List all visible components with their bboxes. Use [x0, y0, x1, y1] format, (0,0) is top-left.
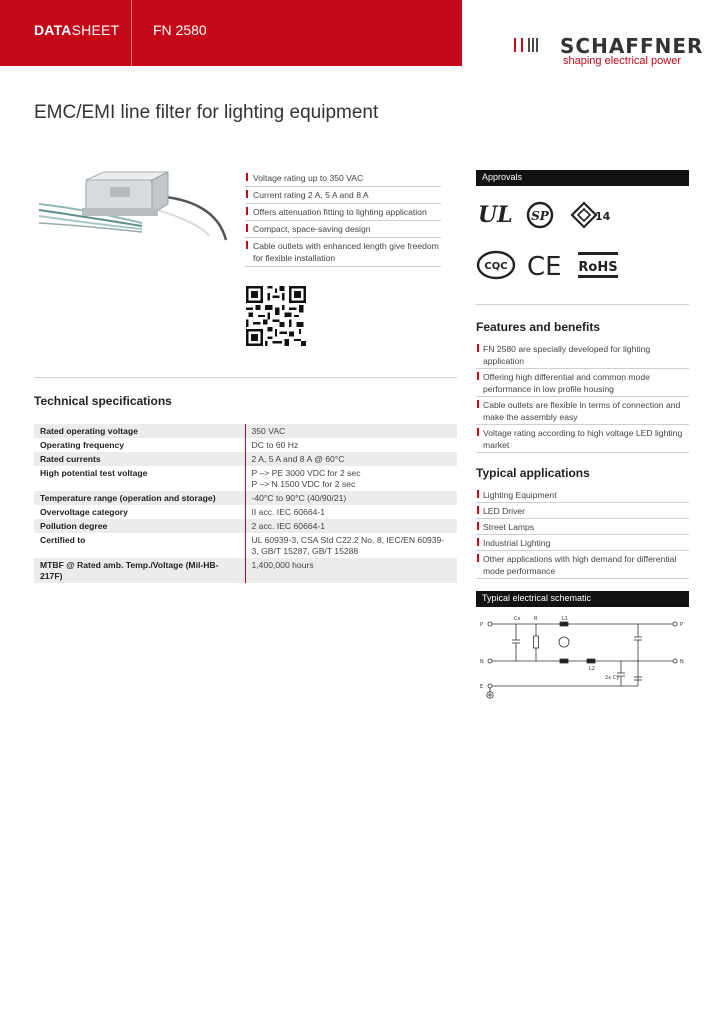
logo-wordmark: SCHAFFNER [560, 34, 704, 58]
svg-text:RoHS: RoHS [578, 260, 618, 275]
table-row: MTBF @ Rated amb. Temp./Voltage (Mil-HB-217F) 1,400,000 hours [34, 558, 457, 583]
svg-text:CE: CE [527, 252, 562, 280]
cqc-mark-icon [476, 250, 516, 280]
list-item: Industrial Lighting [476, 535, 689, 551]
features-title: Features and benefits [476, 320, 601, 334]
list-item: Cable outlets are flexible in terms of connection and make the assembly easy [476, 397, 689, 425]
list-item: Offers attenuation fitting to lighting application [245, 204, 441, 221]
qr-code [246, 286, 306, 346]
csa-mark-icon [526, 200, 558, 230]
svg-text:2x Cy: 2x Cy [605, 675, 620, 681]
list-item: Voltage rating up to 350 VAC [245, 170, 441, 187]
table-row: Rated operating voltage 350 VAC [34, 424, 457, 438]
table-row: Pollution degree 2 acc. IEC 60664-1 [34, 519, 457, 533]
list-item: LED Driver [476, 503, 689, 519]
list-item: Street Lamps [476, 519, 689, 535]
section-divider [34, 377, 457, 378]
table-row: Temperature range (operation and storage) -40°C to 90°C (40/90/21) [34, 491, 457, 505]
applications-list [476, 487, 689, 579]
tech-specs-table [34, 424, 457, 583]
electrical-schematic [476, 610, 689, 705]
svg-text:L2: L2 [589, 666, 595, 672]
list-item: Other applications with high demand for differential mode performance [476, 551, 689, 579]
header-band [0, 0, 462, 66]
list-item: Offering high differential and common mode performance in low profile housing [476, 369, 689, 397]
table-row: Overvoltage category II acc. IEC 60664-1 [34, 505, 457, 519]
product-image [34, 168, 234, 250]
svg-text:P: P [480, 622, 484, 628]
approvals-row-1 [476, 200, 614, 230]
approvals-row-2 [476, 250, 622, 280]
header-separator [131, 0, 132, 66]
features-list [476, 341, 689, 453]
list-item: Compact, space-saving design [245, 221, 441, 238]
table-row: Certified to UL 60939-3, CSA Std C22.2 No. 8, IEC/EN 60939-3, GB/T 15287, GB/T 15288 [34, 533, 457, 558]
list-item: FN 2580 are specially developed for lighting application [476, 341, 689, 369]
model-label: FN 2580 [153, 22, 207, 38]
page-title: EMC/EMI line filter for lighting equipment [34, 102, 379, 123]
table-row: Operating frequency DC to 60 Hz [34, 438, 457, 452]
approvals-heading: Approvals [476, 170, 689, 186]
svg-text:R: R [534, 616, 538, 622]
svg-text:L1: L1 [562, 616, 568, 622]
svg-text:UL: UL [478, 202, 513, 228]
table-row: High potential test voltage P –> PE 3000 VDC for 2 sec P –> N 1500 VDC for 2 sec [34, 466, 457, 491]
ul-mark-icon [476, 200, 516, 230]
svg-text:CQC: CQC [484, 261, 508, 272]
logo-bars-icon [514, 38, 540, 52]
datasheet-label: DATASHEET [34, 22, 120, 38]
svg-text:Cx: Cx [514, 616, 521, 622]
list-item: Voltage rating according to high voltage LED lighting market [476, 425, 689, 453]
schaffner-logo [514, 34, 704, 70]
key-feature-list [245, 170, 441, 267]
svg-text:SP: SP [531, 209, 549, 223]
svg-text:N: N [480, 659, 484, 665]
table-row: Rated currents 2 A, 5 A and 8 A @ 60°C [34, 452, 457, 466]
enec-mark-icon [568, 200, 614, 230]
list-item: Current rating 2 A, 5 A and 8 A [245, 187, 441, 204]
logo-tagline: shaping electrical power [563, 55, 682, 67]
section-divider [476, 304, 689, 305]
svg-text:N: N [680, 659, 684, 665]
svg-text:E: E [480, 684, 484, 690]
svg-text:P: P [680, 622, 684, 628]
tech-specs-title: Technical specifications [34, 394, 172, 408]
rohs-mark-icon [576, 250, 622, 280]
list-item: Lighting Equipment [476, 487, 689, 503]
applications-title: Typical applications [476, 466, 590, 480]
list-item: Cable outlets with enhanced length give freedom for flexible installation [245, 238, 441, 267]
ce-mark-icon [526, 250, 566, 280]
svg-text:14: 14 [595, 210, 611, 223]
schematic-heading: Typical electrical schematic [476, 591, 689, 607]
